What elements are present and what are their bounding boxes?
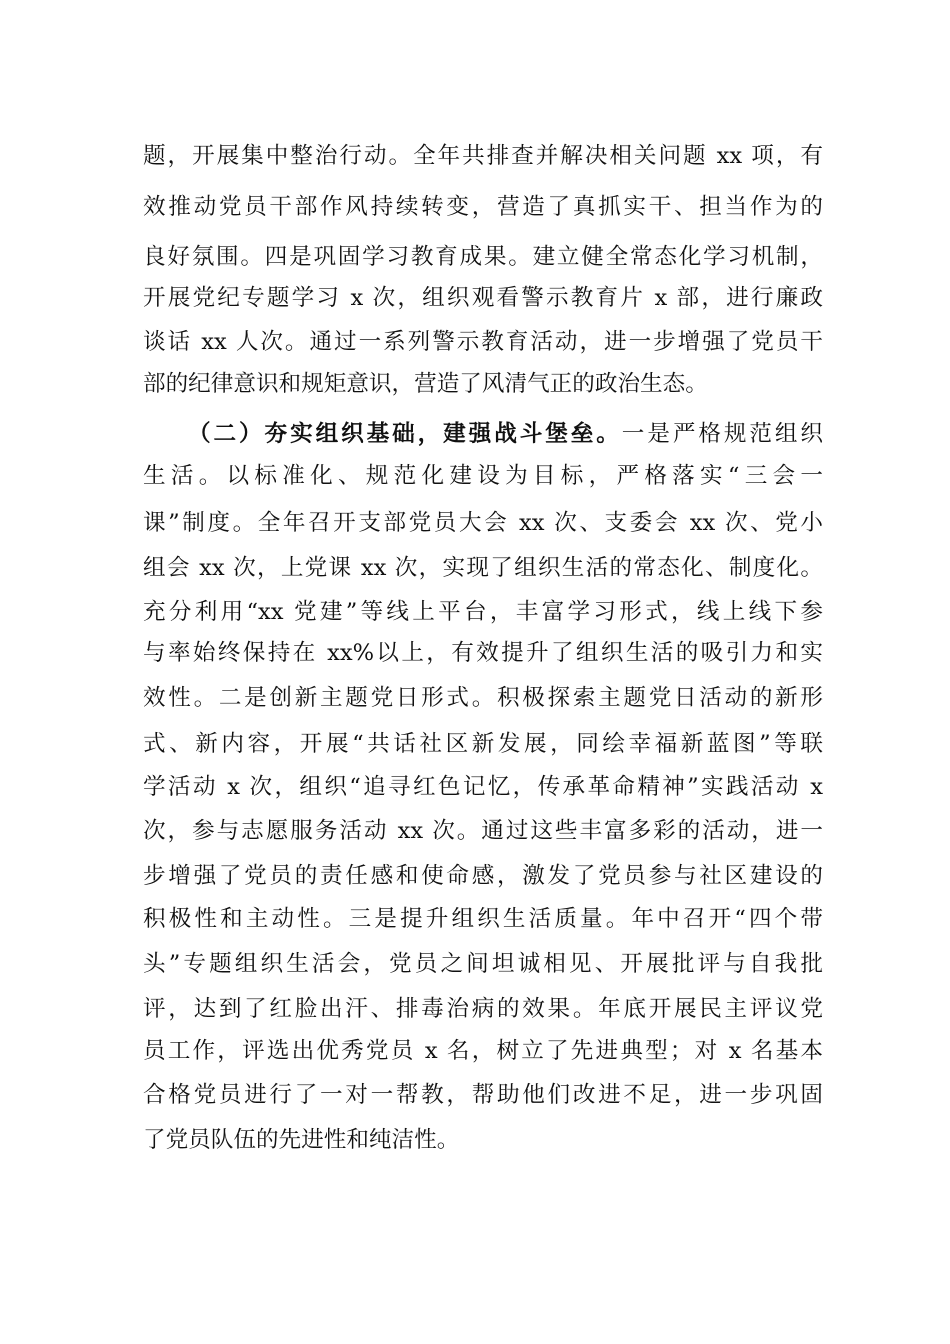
paragraph-2-line-7: 效性。二是创新主题党日形式。积极探索主题党日活动的新形 [143,685,823,711]
paragraph-1-line-6: 部的纪律意识和规矩意识，营造了风清气正的政治生态。 [143,371,708,397]
paragraph-2-line-12: 积极性和主动性。三是提升组织生活质量。年中召开“四个带 [143,906,823,932]
paragraph-2-line-16: 合格党员进行了一对一帮教，帮助他们改进不足，进一步巩固 [143,1082,823,1108]
paragraph-2-line-15: 员工作，评选出优秀党员 x 名，树立了先进典型；对 x 名基本 [143,1038,823,1064]
paragraph-1-line-5: 谈话 xx 人次。通过一系列警示教育活动，进一步增强了党员干 [143,329,823,355]
paragraph-2-line-17: 了党员队伍的先进性和纯洁性。 [143,1127,460,1153]
paragraph-1-line-1: 题，开展集中整治行动。全年共排查并解决相关问题 xx 项，有 [143,143,823,169]
paragraph-2-line-1 [188,419,823,449]
paragraph-2-line-8: 式、新内容，开展“共话社区新发展，同绘幸福新蓝图”等联 [143,731,823,757]
paragraph-2-line-3: 课”制度。全年召开支部党员大会 xx 次、支委会 xx 次、党小 [143,510,823,536]
paragraph-2-line-14: 评，达到了红脸出汗、排毒治病的效果。年底开展民主评议党 [143,996,823,1022]
paragraph-2-line-5: 充分利用“xx 党建”等线上平台，丰富学习形式，线上线下参 [143,599,823,625]
paragraph-1-line-2: 效推动党员干部作风持续转变，营造了真抓实干、担当作为的 [143,194,823,220]
section-heading: （二）夯实组织基础，建强战斗堡垒。 [188,421,622,447]
paragraph-2-line-9: 学活动 x 次，组织“追寻红色记忆，传承革命精神”实践活动 x [143,774,823,800]
paragraph-2-line-4: 组会 xx 次，上党课 xx 次，实现了组织生活的常态化、制度化。 [143,555,823,581]
paragraph-2-line-1-rest: 一是严格规范组织 [621,421,824,447]
paragraph-1-line-4: 开展党纪专题学习 x 次，组织观看警示教育片 x 部，进行廉政 [143,285,823,311]
paragraph-2-line-11: 步增强了党员的责任感和使命感，激发了党员参与社区建设的 [143,863,823,889]
paragraph-2-line-6: 与率始终保持在 xx%以上，有效提升了组织生活的吸引力和实 [143,640,823,666]
paragraph-1-line-3: 良好氛围。四是巩固学习教育成果。建立健全常态化学习机制， [143,244,823,270]
paragraph-2-line-2: 生活。以标准化、规范化建设为目标，严格落实“三会一 [143,463,823,489]
paragraph-2-line-13: 头”专题组织生活会，党员之间坦诚相见、开展批评与自我批 [143,951,823,977]
paragraph-2-line-10: 次，参与志愿服务活动 xx 次。通过这些丰富多彩的活动，进一 [143,818,823,844]
